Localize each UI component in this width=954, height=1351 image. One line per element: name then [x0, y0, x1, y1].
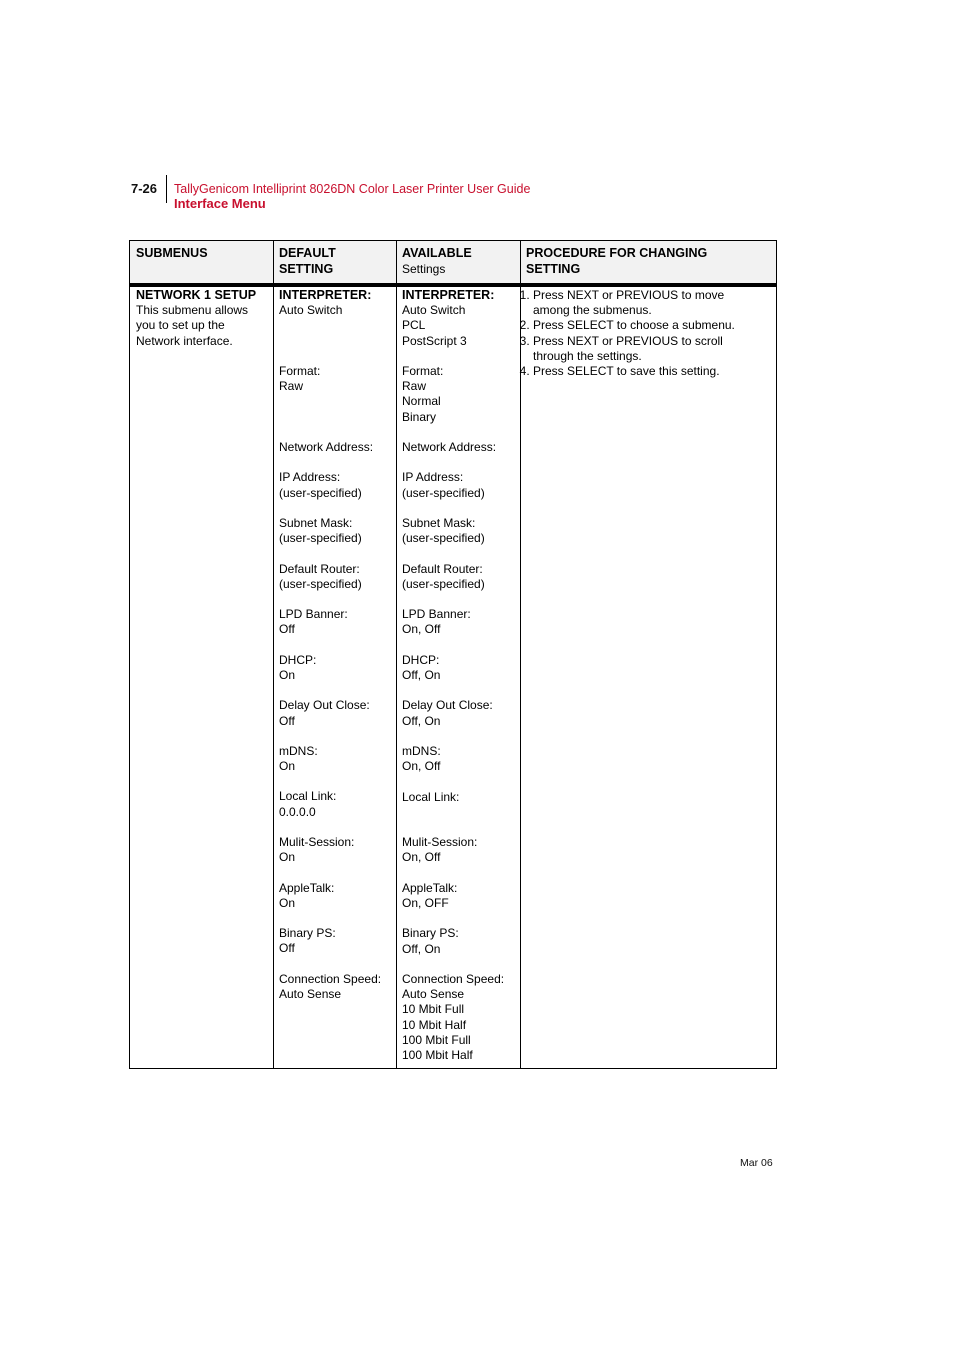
- setting-label: Binary PS:: [279, 926, 336, 941]
- group-spacer: [279, 349, 394, 364]
- blank-line: [279, 1002, 394, 1017]
- setting-group: [402, 881, 517, 927]
- group-spacer: [279, 638, 394, 653]
- setting-group: [279, 470, 394, 516]
- submenu-name: NETWORK 1 SETUP: [136, 288, 257, 302]
- group-spacer: [402, 501, 517, 516]
- setting-group: [279, 789, 394, 835]
- setting-label: mDNS:: [279, 743, 318, 758]
- setting-value: (user-specified): [279, 576, 362, 591]
- setting-group: [279, 972, 394, 1063]
- setting-value: Auto Switch: [402, 303, 466, 318]
- setting-label: Delay Out Close:: [279, 698, 370, 713]
- setting-label: Binary PS:: [402, 926, 459, 941]
- group-spacer: [279, 455, 394, 470]
- setting-value: On: [279, 759, 296, 774]
- setting-value: Normal: [402, 394, 441, 409]
- group-spacer: [279, 865, 394, 880]
- setting-group: [279, 881, 394, 927]
- procedure-step: [533, 288, 768, 318]
- setting-group: [279, 562, 394, 608]
- header-default-line2: SETTING: [279, 262, 334, 276]
- group-spacer: [279, 911, 394, 926]
- setting-label: Connection Speed:: [279, 971, 382, 986]
- setting-value: (user-specified): [402, 576, 485, 591]
- group-spacer: [402, 546, 517, 561]
- header-default-line1: DEFAULT: [279, 246, 336, 260]
- group-spacer: [279, 820, 394, 835]
- setting-label: AppleTalk:: [402, 880, 458, 895]
- setting-value: PostScript 3: [402, 333, 467, 348]
- setting-value: On, Off: [402, 622, 441, 637]
- setting-group: [402, 440, 517, 470]
- setting-group: [402, 516, 517, 562]
- setting-label: Format:: [402, 364, 444, 378]
- settings-table: [129, 240, 777, 1069]
- setting-group: [279, 926, 394, 972]
- group-spacer: [279, 425, 394, 440]
- procedure-step-line: 1. Press NEXT or PREVIOUS to move: [533, 288, 725, 302]
- group-spacer: [402, 425, 517, 440]
- setting-value: 100 Mbit Half: [402, 1047, 473, 1062]
- setting-value: PCL: [402, 318, 426, 333]
- group-spacer: [402, 455, 517, 470]
- setting-label: LPD Banner:: [402, 607, 471, 622]
- setting-value: On, Off: [402, 850, 441, 865]
- procedure-cell: [513, 288, 768, 379]
- setting-group: [279, 364, 394, 440]
- setting-label: DHCP:: [279, 652, 317, 667]
- setting-label: Mulit-Session:: [279, 835, 355, 850]
- procedure-step-line: 2. Press SELECT to choose a submenu.: [533, 318, 735, 333]
- setting-value: (user-specified): [402, 531, 485, 546]
- setting-group: [402, 470, 517, 516]
- setting-value: On: [279, 667, 296, 682]
- header-divider: [166, 175, 167, 203]
- blank-line: [279, 1017, 394, 1032]
- header-submenus-label: SUBMENUS: [136, 246, 208, 260]
- setting-group: [402, 744, 517, 790]
- setting-group: [402, 835, 517, 881]
- setting-value: (user-specified): [402, 485, 485, 500]
- setting-value: 10 Mbit Half: [402, 1017, 467, 1032]
- group-spacer: [402, 592, 517, 607]
- group-spacer: [279, 729, 394, 744]
- setting-value: (user-specified): [279, 485, 362, 500]
- setting-group: [402, 972, 517, 1063]
- setting-group: [402, 364, 517, 440]
- procedure-step-line: through the settings.: [533, 348, 642, 363]
- setting-value: Raw: [402, 379, 427, 394]
- setting-label: IP Address:: [279, 470, 341, 485]
- group-spacer: [402, 683, 517, 698]
- blank-line: [279, 1048, 394, 1063]
- setting-value: Auto Sense: [402, 987, 465, 1002]
- column-divider: [273, 241, 274, 1068]
- procedure-step-line: 3. Press NEXT or PREVIOUS to scroll: [533, 333, 723, 348]
- header-procedure: [526, 245, 707, 277]
- submenu-description-line: you to set up the: [136, 318, 225, 333]
- setting-label: Delay Out Close:: [402, 698, 493, 713]
- setting-label: AppleTalk:: [279, 880, 335, 895]
- setting-value: 0.0.0.0: [279, 804, 316, 819]
- group-spacer: [279, 546, 394, 561]
- group-spacer: [402, 957, 517, 972]
- setting-label: Subnet Mask:: [402, 515, 476, 530]
- procedure-list: [513, 288, 768, 379]
- blank-line: [279, 318, 394, 333]
- setting-group: [402, 790, 517, 836]
- setting-label: Subnet Mask:: [279, 515, 353, 530]
- setting-label: Local Link:: [402, 789, 460, 804]
- group-spacer: [402, 349, 517, 364]
- blank-line: [279, 410, 394, 425]
- group-spacer: [402, 820, 517, 835]
- setting-label: mDNS:: [402, 743, 441, 758]
- setting-label: Format:: [279, 363, 321, 378]
- setting-label: LPD Banner:: [279, 607, 348, 622]
- setting-group: [279, 516, 394, 562]
- setting-value: On, OFF: [402, 895, 449, 910]
- setting-value: Off: [279, 713, 295, 728]
- setting-value: Binary: [402, 409, 437, 424]
- setting-value: On: [279, 850, 296, 865]
- setting-label: Mulit-Session:: [402, 835, 478, 850]
- setting-label: Default Router:: [402, 561, 483, 576]
- group-spacer: [279, 592, 394, 607]
- submenu-cell: [136, 288, 268, 349]
- header-available-line1: AVAILABLE: [402, 246, 472, 260]
- setting-group: [279, 744, 394, 790]
- group-spacer: [402, 866, 517, 881]
- group-spacer: [279, 501, 394, 516]
- procedure-step-line: 4. Press SELECT to save this setting.: [533, 364, 720, 379]
- header-available-settings: [402, 245, 472, 277]
- setting-label: Connection Speed:: [402, 971, 505, 986]
- group-spacer: [402, 774, 517, 789]
- blank-line: [279, 394, 394, 409]
- setting-value: On: [279, 895, 296, 910]
- setting-label: INTERPRETER:: [279, 288, 372, 302]
- header-available-line2: Settings: [402, 262, 446, 276]
- setting-value: Raw: [279, 379, 304, 394]
- setting-value: (user-specified): [279, 531, 362, 546]
- setting-value: 100 Mbit Full: [402, 1032, 471, 1047]
- column-divider: [396, 241, 397, 1068]
- submenu-description-line: This submenu allows: [136, 303, 249, 318]
- footer-date: Mar 06: [740, 1157, 773, 1169]
- page-number: 7-26: [131, 181, 158, 196]
- setting-group: [402, 653, 517, 699]
- setting-group: [279, 698, 394, 744]
- header-procedure-line1: PROCEDURE FOR CHANGING: [526, 246, 708, 260]
- setting-group: [279, 835, 394, 881]
- procedure-step-line: among the submenus.: [533, 303, 652, 318]
- group-spacer: [402, 638, 517, 653]
- group-spacer: [279, 683, 394, 698]
- setting-group: [402, 562, 517, 608]
- setting-group: [279, 653, 394, 699]
- setting-group: [279, 440, 394, 470]
- setting-label: Network Address:: [402, 440, 497, 454]
- blank-line: [402, 805, 517, 820]
- setting-value: Off, On: [402, 713, 441, 728]
- setting-value: Off, On: [402, 941, 441, 956]
- blank-line: [279, 1033, 394, 1048]
- header-default-setting: [279, 245, 336, 277]
- setting-value: Auto Switch: [279, 303, 343, 318]
- header-submenus: [136, 245, 208, 261]
- setting-value: On, Off: [402, 759, 441, 774]
- setting-group: [402, 926, 517, 972]
- document-title: TallyGenicom Intelliprint 8026DN Color Laser Printer User Guide: [174, 182, 531, 196]
- group-spacer: [402, 911, 517, 926]
- setting-group: [402, 607, 517, 653]
- setting-group: [402, 698, 517, 744]
- setting-group: [402, 288, 517, 364]
- procedure-step: [533, 364, 768, 379]
- setting-label: IP Address:: [402, 470, 464, 485]
- procedure-step: [533, 334, 768, 364]
- available-settings-column: [402, 288, 517, 1063]
- blank-line: [279, 334, 394, 349]
- setting-group: [279, 607, 394, 653]
- setting-label: Default Router:: [279, 561, 360, 576]
- setting-label: Local Link:: [279, 789, 337, 804]
- setting-value: Auto Sense: [279, 987, 342, 1002]
- procedure-step: [533, 318, 768, 333]
- setting-value: Off, On: [402, 667, 441, 682]
- setting-label: INTERPRETER:: [402, 288, 495, 302]
- group-spacer: [279, 957, 394, 972]
- setting-value: 10 Mbit Full: [402, 1002, 465, 1017]
- setting-label: DHCP:: [402, 652, 440, 667]
- setting-value: Off: [279, 622, 295, 637]
- submenu-description-line: Network interface.: [136, 333, 233, 348]
- group-spacer: [402, 729, 517, 744]
- setting-value: Off: [279, 941, 295, 956]
- default-setting-column: [279, 288, 394, 1063]
- group-spacer: [279, 774, 394, 789]
- setting-group: [279, 288, 394, 364]
- header-procedure-line2: SETTING: [526, 262, 581, 276]
- setting-label: Network Address:: [279, 439, 374, 454]
- section-title: Interface Menu: [174, 196, 266, 211]
